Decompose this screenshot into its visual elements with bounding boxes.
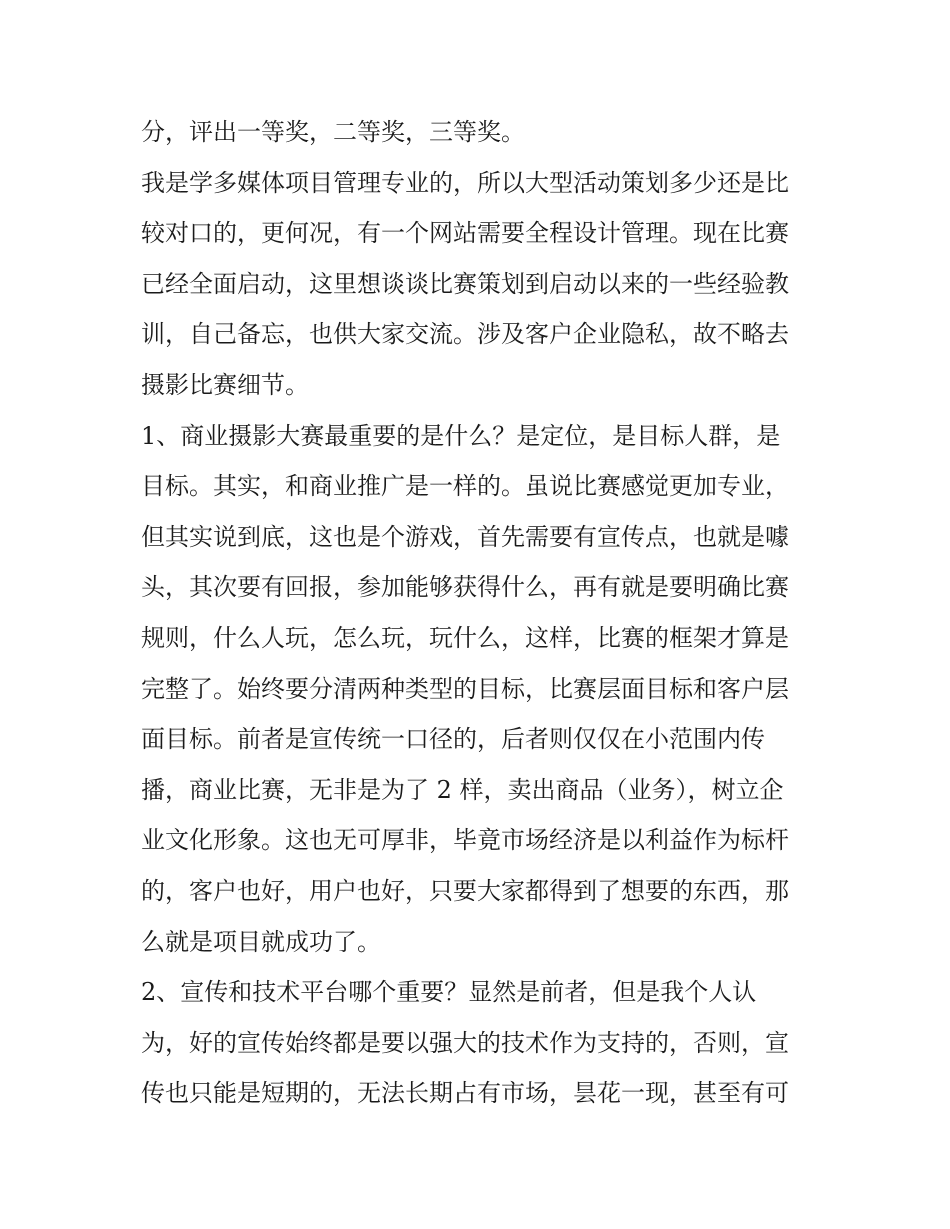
text-line: 较对口的，更何况，有一个网站需要全程设计管理。现在比赛 bbox=[141, 219, 789, 248]
text-line: 么就是项目就成功了。 bbox=[141, 927, 381, 956]
text-line: 业文化形象。这也无可厚非，毕竟市场经济是以利益作为标杆 bbox=[141, 826, 789, 855]
text-line: 头，其次要有回报，参加能够获得什么，再有就是要明确比赛 bbox=[141, 573, 789, 602]
text-line: 为，好的宣传始终都是要以强大的技术作为支持的，否则，宣 bbox=[141, 1028, 789, 1057]
text-line: 但其实说到底，这也是个游戏，首先需要有宣传点，也就是噱 bbox=[141, 522, 789, 551]
text-line: 传也只能是短期的，无法长期占有市场，昙花一现，甚至有可 bbox=[141, 1079, 789, 1108]
text-line: 1、商业摄影大赛最重要的是什么？是定位，是目标人群，是 bbox=[141, 421, 781, 450]
text-line: 面目标。前者是宣传统一口径的，后者则仅仅在小范围内传 bbox=[141, 725, 765, 754]
text-line: 规则，什么人玩，怎么玩，玩什么，这样，比赛的框架才算是 bbox=[141, 623, 789, 652]
text-line: 2、宣传和技术平台哪个重要？显然是前者，但是我个人认 bbox=[141, 978, 757, 1007]
text-line: 我是学多媒体项目管理专业的，所以大型活动策划多少还是比 bbox=[141, 168, 789, 197]
text-line: 分，评出一等奖，二等奖，三等奖。 bbox=[141, 118, 525, 146]
text-line: 的，客户也好，用户也好，只要大家都得到了想要的东西，那 bbox=[141, 876, 789, 905]
document-body bbox=[141, 107, 816, 1119]
text-line: 播，商业比赛，无非是为了 2 样，卖出商品（业务），树立企 bbox=[141, 775, 784, 804]
text-line: 完整了。始终要分清两种类型的目标，比赛层面目标和客户层 bbox=[141, 674, 789, 703]
text-line: 已经全面启动，这里想谈谈比赛策划到启动以来的一些经验教 bbox=[141, 269, 789, 298]
text-line: 目标。其实，和商业推广是一样的。虽说比赛感觉更加专业， bbox=[141, 472, 789, 501]
text-line: 摄影比赛细节。 bbox=[141, 370, 309, 399]
text-line: 训，自己备忘，也供大家交流。涉及客户企业隐私，故不略去 bbox=[141, 320, 789, 349]
